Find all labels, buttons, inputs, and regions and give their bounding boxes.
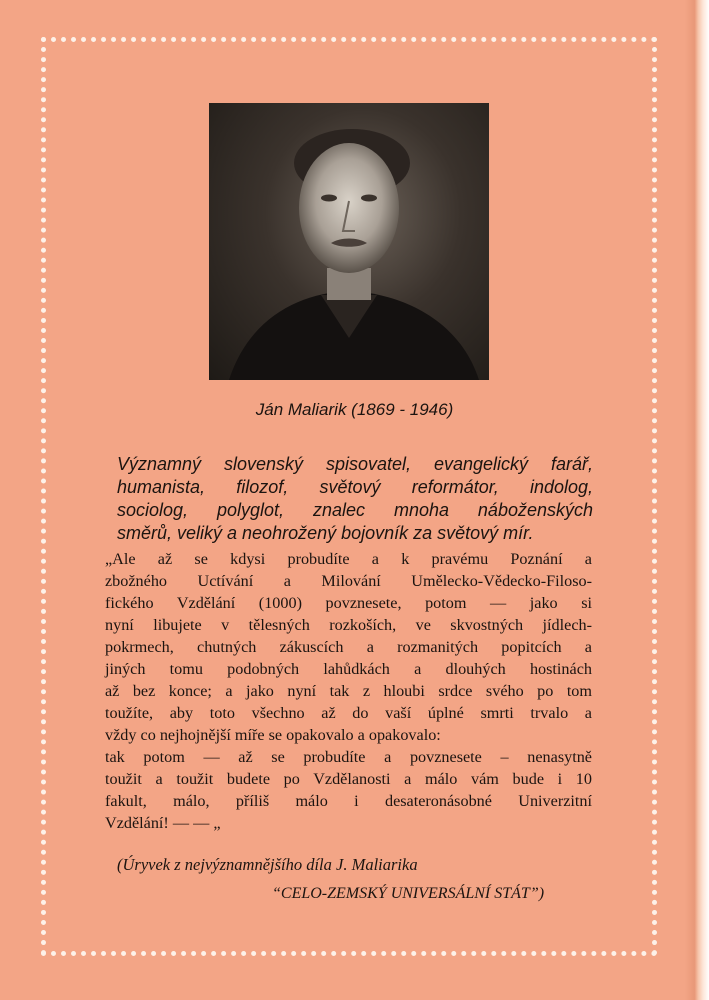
quote-paragraph xyxy=(105,548,592,834)
quote-line: až bez konce; a jako nyní tak z hloubi srdce svého po tom xyxy=(105,682,592,700)
quote-line: tak potom — až se probudíte a povznesete – nenasytně xyxy=(105,748,592,766)
bio-line: sociolog, polyglot, znalec mnoha náboženských xyxy=(117,500,593,520)
quote-line: jiných tomu podobných lahůdkách a dlouhých hostinách xyxy=(105,660,592,678)
quote-line: fického Vzdělání (1000) povznesete, potom — jako si xyxy=(105,594,592,612)
quote-line: nyní libujete v tělesných rozkoších, ve skvostných jídlech- xyxy=(105,616,592,634)
quote-line: fakult, málo, příliš málo i desateronásobné Univerzitní xyxy=(105,792,592,810)
quote-line: „Ale až se kdysi probudíte a k pravému Poznání a xyxy=(105,550,592,568)
bio-line: humanista, filozof, světový reformátor, indolog, xyxy=(117,477,593,497)
quote-line: Vzdělání! — — „ xyxy=(105,814,221,832)
quote-line: zbožného Uctívání a Milování Umělecko-Vědecko-Filoso- xyxy=(105,572,592,590)
bio-line: směrů, veliký a neohrožený bojovník za světový mír. xyxy=(117,523,534,543)
page-edge xyxy=(685,0,709,1000)
portrait-caption: Ján Maliarik (1869 - 1946) xyxy=(255,400,454,419)
biography-paragraph xyxy=(117,453,593,545)
portrait-photo xyxy=(209,103,489,380)
portrait-image xyxy=(209,103,489,380)
quote-line: vždy co nejhojnější míře se opakovalo a opakovalo: xyxy=(105,726,441,744)
source-line-1: (Úryvek z nejvýznamnějšího díla J. Maliarika xyxy=(117,855,418,874)
bio-line: Významný slovenský spisovatel, evangelický farář, xyxy=(117,454,593,474)
source-line-2: “CELO-ZEMSKÝ UNIVERSÁLNÍ STÁT”) xyxy=(272,885,545,902)
quote-line: toužíte, aby toto všechno až do vaší úplné smrti trvalo a xyxy=(105,704,592,722)
quote-line: toužit a toužit budete po Vzdělanosti a málo vám bude i 10 xyxy=(105,770,592,788)
quote-line: pokrmech, chutných zákuscích a rozmanitých popitcích a xyxy=(105,638,592,656)
